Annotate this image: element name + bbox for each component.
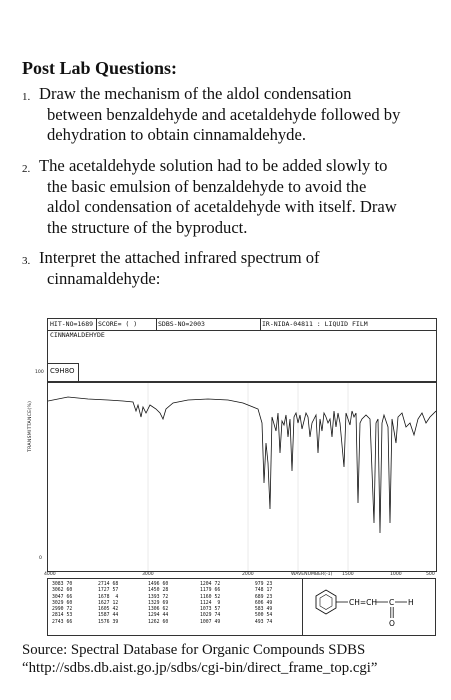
ir-method: IR-NIDA-04811 : LIQUID FILM bbox=[262, 320, 368, 328]
oxygen-label: O bbox=[389, 619, 395, 628]
sdbs-number: SDBS-NO=2003 bbox=[158, 320, 205, 328]
peak-table bbox=[47, 578, 303, 636]
peak-column: 1496 60 1450 28 1393 72 1329 69 1306 62 1294 44 1262 60 bbox=[148, 582, 169, 625]
spectrum-header bbox=[47, 318, 437, 382]
question-line: the structure of the byproduct. bbox=[47, 217, 248, 237]
carbonyl-carbon-label: C bbox=[389, 598, 395, 607]
source-citation bbox=[22, 641, 447, 677]
x-tick-4000: 4000 bbox=[44, 572, 56, 577]
hit-number: HIT-NO=1689 bbox=[50, 320, 94, 328]
page-title: Post Lab Questions: bbox=[22, 58, 178, 78]
peak-column: 3083 70 3062 60 3047 66 3029 60 2990 72 2814 53 2743 66 bbox=[52, 582, 73, 625]
question-line: between benzaldehyde and acetaldehyde followed by bbox=[47, 104, 401, 124]
question-line: the basic emulsion of benzaldehyde to avoid the bbox=[47, 176, 367, 196]
peak-column: 2714 68 1727 57 1678 4 1627 12 1605 42 1587 44 1576 39 bbox=[98, 582, 119, 625]
spectrum-trace bbox=[48, 383, 436, 571]
source-url: “http://sdbs.db.aist.go.jp/sdbs/cgi-bin/direct_frame_top.cgi” bbox=[22, 660, 378, 676]
question-number: 2. bbox=[22, 163, 31, 175]
y-axis-title: TRANSMITTANCE(%) bbox=[28, 400, 33, 452]
ir-spectrum-figure bbox=[30, 310, 436, 630]
question-number: 1. bbox=[22, 91, 31, 103]
question-line: aldol condensation of acetaldehyde with itself. Draw bbox=[47, 197, 397, 216]
question-line: Interpret the attached infrared spectrum of bbox=[39, 248, 320, 267]
x-tick-2000: 2000 bbox=[242, 572, 254, 577]
question-line: The acetaldehyde solution had to be added slowly to bbox=[39, 156, 388, 175]
question-number: 3. bbox=[22, 255, 31, 267]
question-line: Draw the mechanism of the aldol condensation bbox=[39, 84, 352, 103]
x-axis-title: WAVENUMBER(-1) bbox=[291, 572, 333, 577]
y-axis-bottom-label: 0 bbox=[39, 556, 42, 561]
aldehyde-hydrogen-label: H bbox=[408, 598, 414, 607]
source-line: Source: Spectral Database for Organic Compounds SDBS bbox=[22, 642, 366, 658]
x-tick-500: 500 bbox=[426, 572, 435, 577]
molecular-formula: C9H8O bbox=[50, 367, 75, 375]
x-tick-1500: 1500 bbox=[342, 572, 354, 577]
x-tick-1000: 1000 bbox=[390, 572, 402, 577]
peak-column: 979 23 748 17 689 23 606 49 583 49 500 54 493 74 bbox=[254, 582, 273, 625]
cinnamaldehyde-structure bbox=[302, 578, 436, 636]
x-tick-3000: 3000 bbox=[142, 572, 154, 577]
question-line: dehydration to obtain cinnamaldehyde. bbox=[47, 125, 306, 144]
question-line: cinnamaldehyde: bbox=[47, 268, 161, 288]
alkene-label: CH=CH bbox=[349, 598, 378, 607]
score: SCORE= ( ) bbox=[98, 320, 138, 328]
y-axis-top-label: 100 bbox=[35, 370, 44, 375]
compound-name: CINNAMALDEHYDE bbox=[50, 331, 105, 339]
spectrum-plot bbox=[47, 382, 437, 572]
peak-column: 1204 72 1179 66 1160 52 1124 9 1073 57 1029 74 1007 49 bbox=[200, 582, 221, 625]
